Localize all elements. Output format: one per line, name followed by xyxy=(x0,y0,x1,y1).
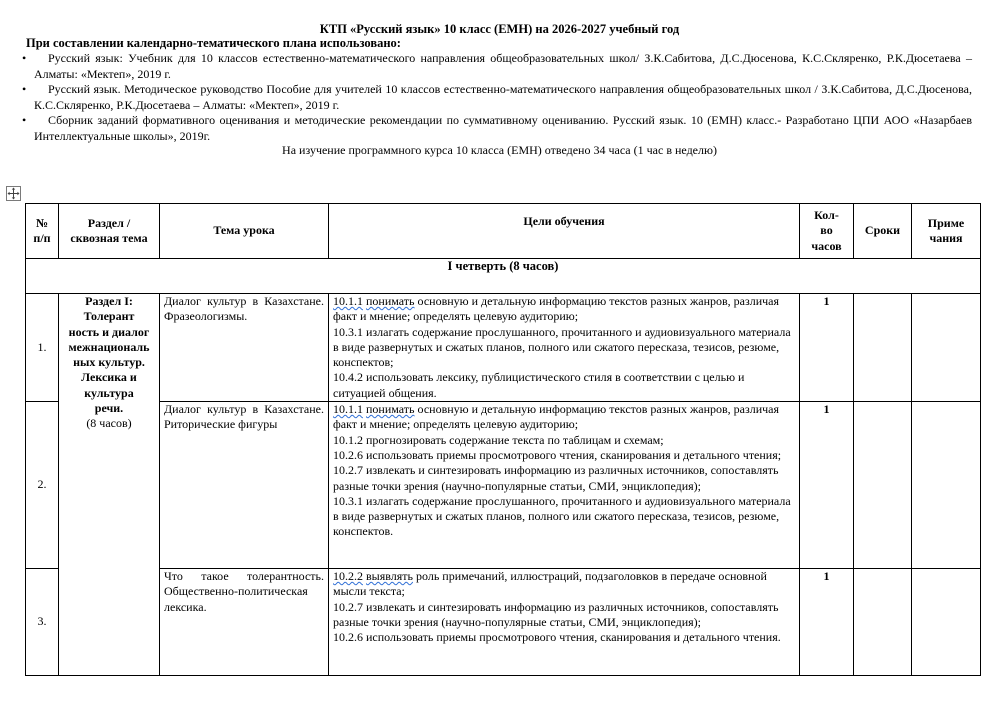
quarter-row xyxy=(26,259,981,294)
lesson-hours: 1 xyxy=(800,402,854,569)
table-move-handle-icon[interactable] xyxy=(6,186,21,201)
col-num-header: № п/п xyxy=(26,204,59,259)
table-row xyxy=(26,294,981,402)
table-header-row xyxy=(26,204,981,259)
bullet-icon: • xyxy=(22,51,27,65)
col-goals-header: Цели обучения xyxy=(329,204,800,259)
lesson-hours: 1 xyxy=(800,569,854,676)
lesson-notes[interactable] xyxy=(912,402,981,569)
col-dates-header: Сроки xyxy=(854,204,912,259)
lesson-notes[interactable] xyxy=(912,294,981,402)
sources-heading: При составлении календарно-тематического плана использовано: xyxy=(26,36,401,50)
table-row xyxy=(26,569,981,676)
lesson-hours: 1 xyxy=(800,294,854,402)
lesson-topic: Что такое толерантность. Общественно-политическая лексика. xyxy=(160,569,329,676)
lesson-notes[interactable] xyxy=(912,569,981,676)
document-title: КТП «Русский язык» 10 класс (ЕМН) на 2026-2027 учебный год xyxy=(319,22,680,36)
section-hours: (8 часов) xyxy=(86,416,132,431)
section-cell: Раздел I: Толерант ность и диалог межнациональ ных культур. Лексика и культура речи. (8 часов) xyxy=(59,294,160,676)
lesson-topic: Диалог культур в Казахстане. Фразеологизмы. xyxy=(160,294,329,402)
lesson-dates[interactable] xyxy=(854,402,912,569)
source-item: • Сборник заданий формативного оценивания и методические рекомендации по суммативному оцениванию. Русский язык. 10 (ЕМН) класс.- Разработано ЦПИ АОО «Назарбаев Интеллектуальные школы», 2019г. xyxy=(22,113,972,143)
sources-list xyxy=(22,51,972,144)
quarter-label: I четверть (8 часов) xyxy=(26,259,981,294)
source-item: • Русский язык: Учебник для 10 классов естественно-математического направления общеобразовательных школ/ З.К.Сабитова, Д.С.Дюсенова, К.С.Скляренко, Р.К.Дюсетаева – Алматы: «Мектеп», 2019 г. xyxy=(22,51,972,81)
col-section-header: Раздел / сквозная тема xyxy=(59,204,160,259)
bullet-icon: • xyxy=(22,113,27,127)
learning-goals: 10.1.1 понимать основную и детальную информацию текстов разных жанров, различая факт и мнение; определять целевую аудиторию; 10.3.1 излагать содержание прослушанного, прочитанного и аудиовизуального материала в виде развернутых и сжатых планов, полного или сжатого пересказа, тезисов, резюме, конспектов; 10.4.2 использовать лексику, публицистического стиля в соответствии с целью и ситуацией общения. xyxy=(329,294,800,402)
row-number: 1. xyxy=(26,294,59,402)
hours-note: На изучение программного курса 10 класса (ЕМН) отведено 34 часа (1 час в неделю) xyxy=(282,143,717,157)
col-hours-header: Кол- во часов xyxy=(800,204,854,259)
table-row xyxy=(26,402,981,569)
learning-goals: 10.1.1 понимать основную и детальную информацию текстов разных жанров, различая факт и мнение; определять целевую аудиторию; 10.1.2 прогнозировать содержание текста по таблицам и схемам; 10.2.6 использовать приемы просмотрового чтения, сканирования и детального чтения; 10.2.7 извлекать и синтезировать информацию из различных источников, сопоставлять разные точки зрения (научно-популярные статьи, СМИ, энциклопедия); 10.3.1 излагать содержание прослушанного, прочитанного и аудиовизуального материала в виде развернутых и сжатых планов, полного или сжатого пересказа, тезисов, резюме, конспектов. xyxy=(329,402,800,569)
col-topic-header: Тема урока xyxy=(160,204,329,259)
row-number: 3. xyxy=(26,569,59,676)
source-item: • Русский язык. Методическое руководство Пособие для учителей 10 классов естественно-математического направления общеобразовательных школ / З.К.Сабитова, Д.С.Дюсенова, К.С.Скляренко, Р.К.Дюсетаева – Алматы: «Мектеп», 2019 г. xyxy=(22,82,972,112)
row-number: 2. xyxy=(26,402,59,569)
bullet-icon: • xyxy=(22,82,27,96)
plan-table xyxy=(25,203,981,676)
lesson-dates[interactable] xyxy=(854,294,912,402)
lesson-dates[interactable] xyxy=(854,569,912,676)
lesson-topic: Диалог культур в Казахстане. Риторические фигуры xyxy=(160,402,329,569)
learning-goals: 10.2.2 выявлять роль примечаний, иллюстраций, подзаголовков в передаче основной мысли текста; 10.2.7 извлекать и синтезировать информацию из различных источников, сопоставлять разные точки зрения (научно-популярные статьи, СМИ, энциклопедия); 10.2.6 использовать приемы просмотрового чтения, сканирования и детального чтения. xyxy=(329,569,800,676)
col-notes-header: Приме чания xyxy=(912,204,981,259)
